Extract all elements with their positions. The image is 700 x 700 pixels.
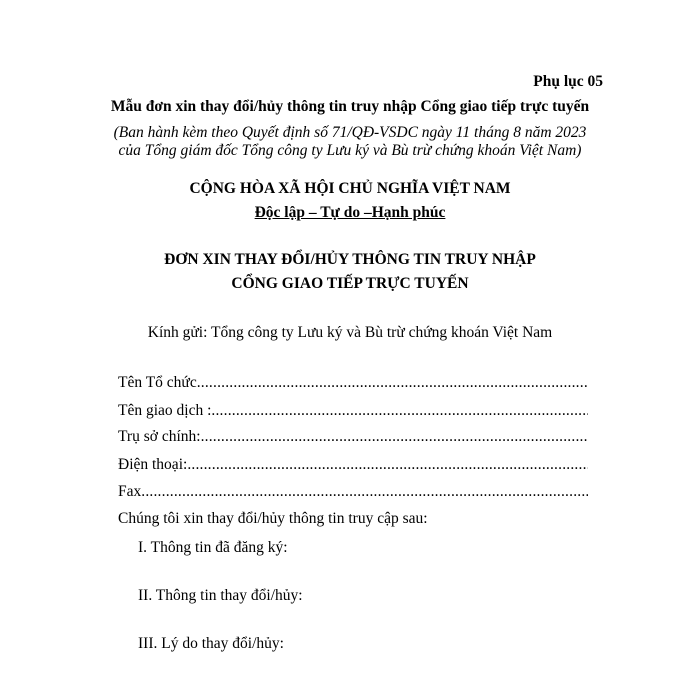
fill-in-dots bbox=[211, 402, 588, 419]
fill-in-dots bbox=[187, 456, 588, 473]
field-fax bbox=[118, 483, 588, 501]
field-organization-name bbox=[118, 374, 588, 392]
form-title-line-2: CỔNG GIAO TIẾP TRỰC TUYẾN bbox=[231, 275, 469, 292]
fill-in-dots bbox=[197, 374, 588, 391]
field-head-office bbox=[118, 428, 588, 446]
request-intro: Chúng tôi xin thay đổi/hủy thông tin truy cập sau: bbox=[118, 510, 428, 527]
section-registered-info: I. Thông tin đã đăng ký: bbox=[138, 539, 288, 556]
fill-in-dots bbox=[201, 428, 588, 445]
section-changed-info: II. Thông tin thay đổi/hủy: bbox=[138, 587, 303, 604]
issuance-note-line-1: (Ban hành kèm theo Quyết định số 71/QĐ-VSDC ngày 11 tháng 8 năm 2023 bbox=[113, 124, 587, 141]
field-phone bbox=[118, 456, 588, 474]
fill-in-dots bbox=[141, 483, 588, 500]
form-template-title: Mẫu đơn xin thay đổi/hủy thông tin truy nhập Cổng giao tiếp trực tuyến bbox=[110, 98, 590, 115]
form-title-line-1: ĐƠN XIN THAY ĐỔI/HỦY THÔNG TIN TRUY NHẬP bbox=[164, 251, 536, 268]
field-label: Tên Tổ chức bbox=[118, 374, 197, 391]
section-change-reason: III. Lý do thay đổi/hủy: bbox=[138, 635, 284, 652]
national-title: CỘNG HÒA XÃ HỘI CHỦ NGHĨA VIỆT NAM bbox=[189, 180, 511, 197]
field-label: Tên giao dịch : bbox=[118, 402, 212, 419]
field-label: Trụ sở chính: bbox=[118, 428, 201, 445]
motto bbox=[0, 204, 700, 222]
recipient-line: Kính gửi: Tổng công ty Lưu ký và Bù trừ chứng khoán Việt Nam bbox=[147, 324, 553, 341]
appendix-label: Phụ lục 05 bbox=[533, 73, 603, 90]
field-trade-name bbox=[118, 402, 588, 420]
motto-text: Độc lập – Tự do –Hạnh phúc bbox=[254, 204, 446, 221]
field-label: Fax bbox=[118, 483, 142, 500]
issuance-note-line-2: của Tổng giám đốc Tổng công ty Lưu ký và Bù trừ chứng khoán Việt Nam) bbox=[118, 142, 582, 159]
field-label: Điện thoại: bbox=[118, 456, 188, 473]
